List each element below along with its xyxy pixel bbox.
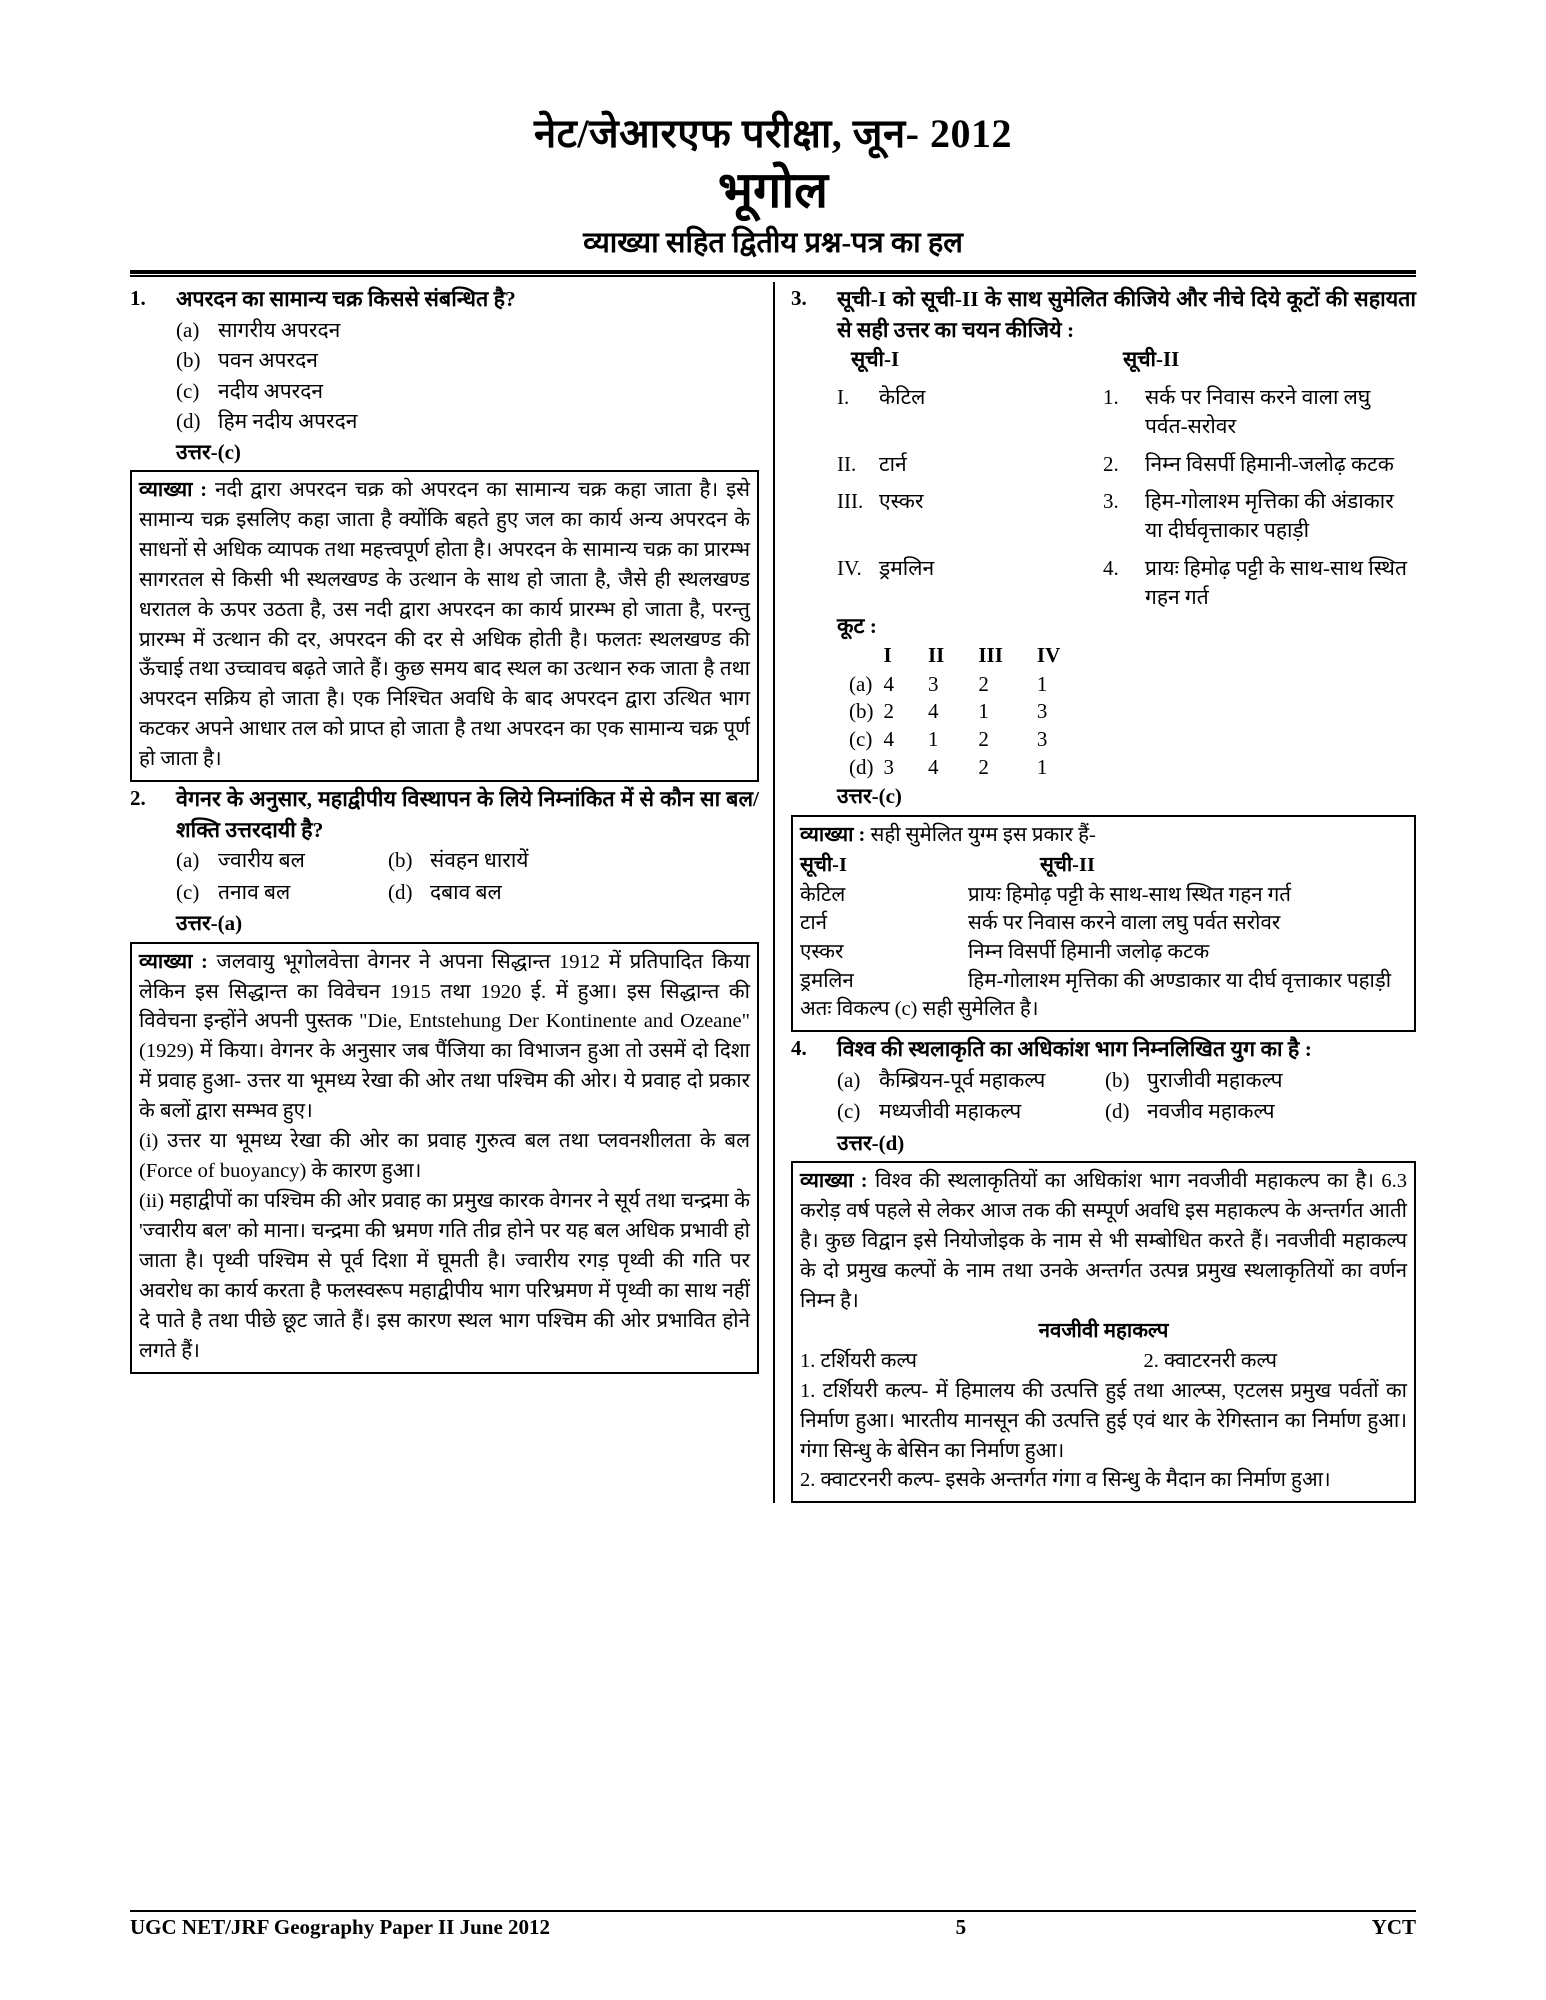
match-row: [837, 554, 1416, 613]
match-left: टार्न: [800, 912, 828, 935]
codes-cell: 1: [978, 699, 989, 724]
question-3-answer: उत्तर-(c): [837, 784, 902, 809]
codes-col-header: III: [978, 642, 1003, 667]
question-2-answer: उत्तर-(a): [176, 911, 243, 936]
codes-row[interactable]: [849, 726, 1094, 754]
match-list-2-header: सूची-II: [1040, 853, 1095, 876]
explanation-label: व्याख्या :: [139, 478, 215, 501]
question-4-options: [837, 1065, 1416, 1128]
option-cell[interactable]: [837, 1096, 1105, 1128]
codes-cell: 4: [883, 671, 894, 696]
subject-title: भूगोल: [717, 162, 829, 218]
codes-row-label: (a): [849, 671, 873, 696]
item-number: I.: [837, 384, 850, 409]
question-3-match-lists: [837, 345, 1416, 612]
match-left: केटिल: [800, 883, 846, 906]
option-label: (c): [837, 1099, 861, 1124]
codes-row-label: (d): [849, 754, 874, 779]
codes-col-header: II: [928, 642, 945, 667]
codes-cell: 4: [928, 699, 939, 724]
option-text: हिम नदीय अपरदन: [218, 409, 358, 434]
question-2-text: वेगनर के अनुसार, महाद्वीपीय विस्थापन के लिये निम्नांकित में से कौन सा बल/शक्ति उत्तरदायी है?: [176, 787, 759, 842]
option-label: (b): [388, 848, 413, 873]
content-area: [130, 270, 1416, 1503]
question-block-4: [791, 1034, 1416, 1503]
question-4-explanation-box: [791, 1161, 1416, 1503]
option-text: नदीय अपरदन: [218, 378, 324, 403]
codes-cell: 4: [883, 726, 894, 751]
page-number: 5: [955, 1915, 967, 1939]
question-3-codes: [837, 612, 1416, 781]
match-row: [837, 383, 1416, 442]
page-header: [0, 0, 1546, 260]
list-2-header: सूची-II: [1123, 347, 1180, 372]
option-text: दबाव बल: [430, 879, 502, 904]
exam-title: नेट/जेआरएफ परीक्षा, जून- 2012: [533, 111, 1013, 156]
option-text: पुराजीवी महाकल्प: [1147, 1067, 1283, 1092]
page-footer: [130, 1910, 1416, 1940]
codes-row[interactable]: [849, 754, 1094, 782]
item-number: III.: [837, 488, 864, 513]
option-text: संवहन धारायें: [430, 848, 529, 873]
explanation-outro: अतः विकल्प (c) सही सुमेलित है।: [800, 998, 1039, 1021]
match-right: निम्न विसर्पी हिमानी जलोढ़ कटक: [968, 941, 1210, 964]
item-text: ड्रमलिन: [879, 555, 935, 580]
codes-row-label: (b): [849, 699, 874, 724]
codes-cell: 2: [978, 726, 989, 751]
match-left: ड्रमलिन: [800, 969, 854, 992]
match-row: [837, 450, 1416, 479]
explanation-label: व्याख्या :: [800, 1170, 875, 1193]
match-right: हिम-गोलाश्म मृत्तिका की अण्डाकार या दीर्घ वृत्ताकार पहाड़ी: [968, 969, 1392, 992]
codes-cell: 1: [1036, 671, 1048, 696]
option-cell[interactable]: [388, 877, 759, 909]
explanation-intro: सही सुमेलित युग्म इस प्रकार हैं-: [870, 823, 1096, 846]
option-text: मध्यजीवी महाकल्प: [879, 1099, 1022, 1124]
footer-publisher: YCT: [1371, 1915, 1416, 1939]
list-1-item: [837, 487, 1103, 546]
codes-cell: 3: [1036, 726, 1048, 751]
codes-cell: 1: [928, 726, 939, 751]
explanation-col-item: 2. क्वाटरनरी कल्प: [1143, 1349, 1277, 1372]
question-3-explanation-box: [791, 815, 1416, 1033]
option-row: [176, 877, 759, 909]
item-text: हिम-गोलाश्म मृत्तिका की अंडाकार या दीर्घवृत्ताकार पहाड़ी: [1145, 488, 1394, 543]
explanation-two-col-row: [800, 1347, 1407, 1377]
explanation-paragraph: (i) उत्तर या भूमध्य रेखा की ओर का प्रवाह गुरुत्व बल तथा प्लवनशीलता के बल (Force of buoyancy) के कारण हुआ।: [139, 1130, 750, 1183]
option-label: (b): [1105, 1067, 1130, 1092]
match-right: सर्क पर निवास करने वाला लघु पर्वत सरोवर: [968, 912, 1281, 935]
option-label: (a): [176, 317, 200, 342]
question-block-2: [130, 784, 759, 1373]
option-label: (a): [176, 848, 200, 873]
codes-blank-header: [849, 642, 884, 671]
match-left: एस्कर: [800, 941, 844, 964]
match-list-1-header: सूची-I: [800, 853, 847, 876]
question-1-heading: [130, 284, 759, 315]
option-row: [176, 845, 759, 877]
codes-header-row: [849, 642, 1094, 671]
option-label: (d): [1105, 1099, 1130, 1124]
codes-cell: 2: [883, 699, 894, 724]
right-column: [773, 282, 1416, 1503]
question-4-answer: उत्तर-(d): [837, 1130, 905, 1155]
question-1-text: अपरदन का सामान्य चक्र किससे संबन्धित है?: [176, 287, 516, 312]
item-text: टार्न: [879, 451, 907, 476]
explanation-subheading: नवजीवी महाकल्प: [1038, 1319, 1169, 1342]
codes-cell: 3: [1036, 699, 1048, 724]
question-1-answer: उत्तर-(c): [176, 439, 241, 464]
item-number: 2.: [1103, 451, 1119, 476]
codes-title: कूट :: [837, 614, 877, 639]
option-text: ज्वारीय बल: [218, 848, 305, 873]
paper-subtitle: व्याख्या सहित द्वितीय प्रश्न-पत्र का हल: [583, 226, 963, 259]
explanation-paragraph: जलवायु भूगोलवेत्ता वेगनर ने अपना सिद्धान्त 1912 में प्रतिपादित किया लेकिन इस सिद्धान्त का विवेचन 1915 तथा 1920 ई. में हुआ। इस सिद्धान्त की विवेचना इन्होंने अपनी पुस्तक "Die, Entstehung Der Kontinente and Ozeane" (1929) में किया। वेगनर के अनुसार जब पैंजिया का विभाजन हुआ तो उसमें दो दिशा में प्रवाह हुआ- उत्तर या भूमध्य रेखा की ओर तथा पश्चिम की ओर। ये प्रवाह दो प्रकार के बलों द्वारा सम्भव हुए।: [139, 950, 750, 1123]
option-label: (a): [837, 1067, 861, 1092]
codes-cell: 4: [928, 754, 939, 779]
option-cell[interactable]: [176, 877, 388, 909]
option-label: (d): [388, 879, 413, 904]
codes-col-header: IV: [1036, 642, 1061, 667]
match-explanation-headers: [800, 851, 1407, 881]
item-text: केटिल: [879, 384, 926, 409]
question-1-number: 1.: [130, 286, 146, 311]
question-1-explanation-box: [130, 470, 759, 782]
explanation-label: व्याख्या :: [139, 950, 217, 973]
list-1-header: सूची-I: [851, 347, 900, 372]
list-2-item: [1103, 487, 1416, 546]
item-number: IV.: [837, 555, 862, 580]
question-4-text: विश्व की स्थलाकृति का अधिकांश भाग निम्नलिखित युग का है :: [837, 1037, 1312, 1062]
option-text: सागरीय अपरदन: [218, 317, 341, 342]
footer-source: UGC NET/JRF Geography Paper II June 2012: [130, 1915, 551, 1939]
option-cell[interactable]: [1105, 1065, 1416, 1097]
match-explanation-row: [800, 909, 1407, 938]
option-text: तनाव बल: [218, 879, 291, 904]
codes-row[interactable]: [849, 671, 1094, 699]
option-text: पवन अपरदन: [218, 348, 318, 373]
option-row[interactable]: [176, 376, 759, 406]
explanation-paragraph: 1. टर्शियरी कल्प- में हिमालय की उत्पत्ति हुई तथा आल्प्स, एटलस प्रमुख पर्वतों का निर्माण हुआ। भारतीय मानसून की उत्पत्ति हुई एवं थार के रेगिस्तान का निर्माण हुआ। गंगा सिन्धु के बेसिन का निर्माण हुआ।: [800, 1379, 1407, 1462]
explanation-col-item: 1. टर्शियरी कल्प: [800, 1349, 917, 1372]
option-row: [837, 1065, 1416, 1097]
question-2-heading: [130, 784, 759, 845]
match-list-headers: [837, 345, 1416, 374]
option-label: (b): [176, 348, 201, 373]
match-explanation-row: [800, 967, 1407, 996]
list-1-item: [837, 554, 1103, 613]
question-3-number: 3.: [791, 286, 807, 311]
option-row[interactable]: [176, 406, 759, 436]
question-4-heading: [791, 1034, 1416, 1065]
question-2-explanation-box: [130, 942, 759, 1374]
item-number: 4.: [1103, 555, 1119, 580]
item-number: II.: [837, 451, 857, 476]
match-explanation-row: [800, 881, 1407, 910]
option-row[interactable]: [176, 315, 759, 345]
item-text: सर्क पर निवास करने वाला लघु पर्वत-सरोवर: [1145, 384, 1371, 439]
codes-row-label: (c): [849, 726, 873, 751]
item-number: 3.: [1103, 488, 1119, 513]
explanation-paragraph: विश्व की स्थलाकृतियों का अधिकांश भाग नवजीवी महाकल्प का है। 6.3 करोड़ वर्ष पहले से लेकर आज तक की सम्पूर्ण अवधि इस महाकल्प के अन्तर्गत आती है। कुछ विद्वान इसे नियोजोइक के नाम से भी सम्बोधित करते हैं। नवजीवी महाकल्प के दो प्रमुख कल्पों के नाम तथा उनके अन्तर्गत उत्पन्न प्रमुख स्थलाकृतियों का वर्णन निम्न है।: [800, 1170, 1407, 1312]
option-label: (d): [176, 409, 201, 434]
option-cell[interactable]: [388, 845, 759, 877]
question-block-3: [791, 284, 1416, 1032]
left-column: [130, 282, 773, 1503]
question-block-1: [130, 284, 759, 782]
codes-cell: 2: [978, 754, 989, 779]
question-4-number: 4.: [791, 1036, 807, 1061]
codes-cell: 1: [1036, 754, 1048, 779]
option-cell[interactable]: [837, 1065, 1105, 1097]
codes-cell: 2: [978, 671, 989, 696]
list-1-item: [837, 383, 1103, 442]
explanation-label: व्याख्या :: [800, 823, 871, 846]
item-number: 1.: [1103, 384, 1119, 409]
explanation-paragraph: 2. क्वाटरनरी कल्प- इसके अन्तर्गत गंगा व सिन्धु के मैदान का निर्माण हुआ।: [800, 1469, 1331, 1492]
match-explanation-row: [800, 938, 1407, 967]
question-2-options: [176, 845, 759, 908]
question-3-text: सूची-I को सूची-II के साथ सुमेलित कीजिये और नीचे दिये कूटों की सहायता से सही उत्तर का चयन कीजिये :: [837, 287, 1416, 342]
codes-col-header: I: [883, 642, 892, 667]
match-row: [837, 487, 1416, 546]
item-text: निम्न विसर्पी हिमानी-जलोढ़ कटक: [1145, 451, 1394, 476]
codes-cell: 3: [928, 671, 939, 696]
explanation-text: नदी द्वारा अपरदन चक्र को अपरदन का सामान्य चक्र कहा जाता है। इसे सामान्य चक्र इसलिए कहा जाता है क्योंकि बहते हुए जल का कार्य अन्य अपरदन के साधनों से अधिक व्यापक तथा महत्त्वपूर्ण होता है। अपरदन के सामान्य चक्र का प्रारम्भ सागरतल से किसी भी स्थलखण्ड के उत्थान के साथ हो जाता है, जैसे ही स्थलखण्ड धरातल के ऊपर उठता है, उस नदी द्वारा अपरदन का कार्य प्रारम्भ हो जाता है, परन्तु प्रारम्भ में उत्थान की दर, अपरदन की दर से अधिक होती है। फलतः स्थलखण्ड की ऊँचाई तथा उच्चावच बढ़ते जाते हैं। कुछ समय बाद स्थल का उत्थान रुक जाता है तथा अपरदन सक्रिय हो जाता है। एक निश्चित अवधि के बाद अपरदन द्वारा उत्थित भाग कटकर अपने आधार तल को प्राप्त हो जाता है तथा अपरदन का एक सामान्य चक्र पूर्ण हो जाता है।: [139, 478, 750, 771]
option-text: नवजीव महाकल्प: [1147, 1099, 1275, 1124]
list-2-item: [1103, 450, 1416, 479]
option-cell[interactable]: [1105, 1096, 1416, 1128]
list-2-item: [1103, 554, 1416, 613]
question-2-number: 2.: [130, 786, 146, 811]
item-text: प्रायः हिमोढ़ पट्टी के साथ-साथ स्थित गहन गर्त: [1145, 555, 1407, 610]
option-label: (c): [176, 378, 200, 403]
option-row: [837, 1096, 1416, 1128]
match-right: प्रायः हिमोढ़ पट्टी के साथ-साथ स्थित गहन गर्त: [968, 883, 1291, 906]
codes-cell: 3: [883, 754, 894, 779]
explanation-paragraph: (ii) महाद्वीपों का पश्चिम की ओर प्रवाह का प्रमुख कारक वेगनर ने सूर्य तथा चन्द्रमा के 'ज्वारीय बल' को माना। चन्द्रमा की भ्रमण गति तीव्र होने पर यह बल अधिक प्रभावी हो जाता है। पृथ्वी पश्चिम से पूर्व दिशा में घूमती है। ज्वारीय रगड़ पृथ्वी की गति पर अवरोध का कार्य करता है फलस्वरूप महाद्वीपीय भाग परिभ्रमण में पृथ्वी का साथ नहीं दे पाते है तथा पीछे छूट जाते हैं। इस कारण स्थल भाग पश्चिम की ओर प्रभावित होने लगते हैं।: [139, 1189, 750, 1362]
option-cell[interactable]: [176, 845, 388, 877]
list-1-item: [837, 450, 1103, 479]
codes-table: [849, 642, 1094, 782]
question-1-options: [176, 315, 759, 437]
codes-row[interactable]: [849, 698, 1094, 726]
option-row[interactable]: [176, 345, 759, 375]
list-2-item: [1103, 383, 1416, 442]
option-text: कैम्ब्रियन-पूर्व महाकल्प: [879, 1067, 1046, 1092]
question-3-heading: [791, 284, 1416, 345]
option-label: (c): [176, 879, 200, 904]
item-text: एस्कर: [879, 488, 924, 513]
